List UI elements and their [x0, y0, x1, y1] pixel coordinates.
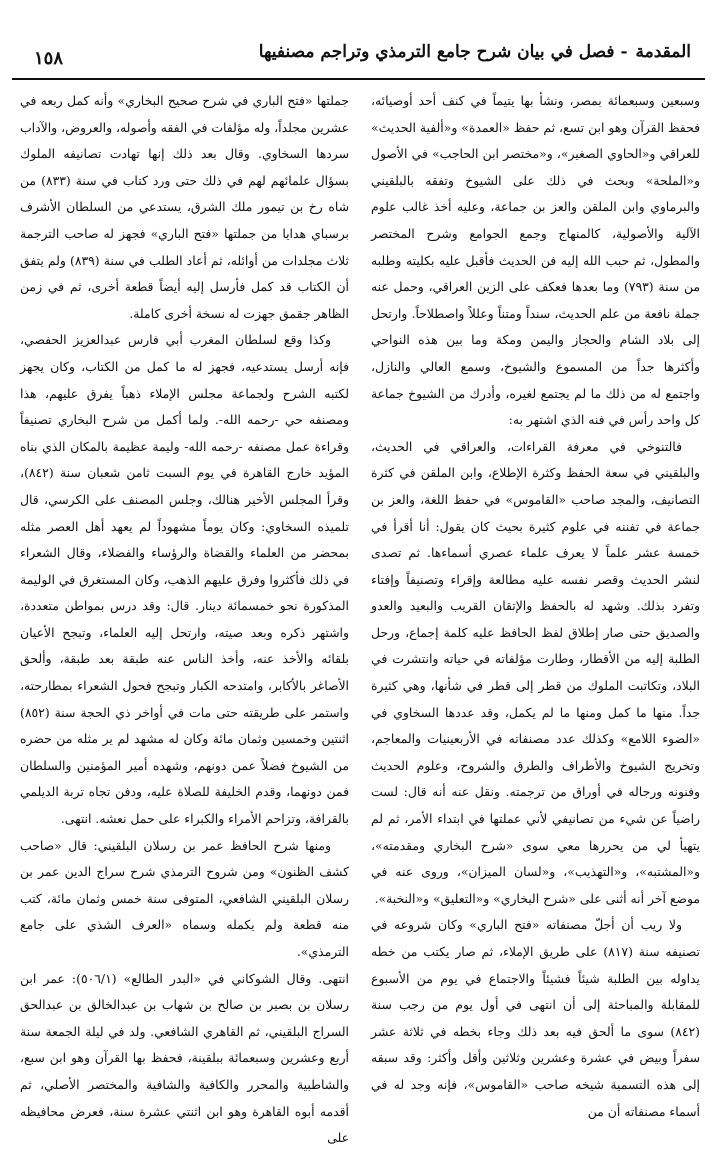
paragraph: وكذا وقع لسلطان المغرب أبي فارس عبدالعزيز الحفصي، فإنه أرسل يستدعيه، فجهز له ما كمل من الكتاب، وكان يجهز لكتبه الشرح ولجماعة مجلس الإملاء ذهباً يفرق عليهم، هذا ومصنفه حي -رحمه الله-. ولما أكمل من شرح البخاري تصنيفاً وقراءة عمل مصنفه -رحمه الله- وليمة عظيمة بالمكان الذي بناه المؤيد خارج القاهرة في يوم السبت ثامن شعبان سنة (٨٤٢)، وقرأ المجلس الأخير هنالك، وجلس المصنف على الكرسي، قال تلميذه السخاوي: وكان يوماً مشهوداً لم يعهد أهل العصر مثله بمحضر من العلماء والقضاة والرؤساء والفضلاء، وقال الشعراء في ذلك فأكثروا وفرق عليهم الذهب، وكان المستغرق في الوليمة المذكورة نحو خمسمائة دينار. قال: وقد درس بمواطن متعددة، واشتهر ذكره وبعد صيته، وارتحل إليه العلماء، وتبجح الأعيان بلقائه والأخذ عنه، وأخذ الناس عنه طبقة بعد طبقة، وألحق الأصاغر بالأكابر، وامتدحه الكبار وتبجح فحول الشعراء بمطارحته، واستمر على طريقته حتى مات في أواخر ذي الحجة سنة (٨٥٢) اثنتين وخمسين وثمان مائة وكان له مشهد لم ير مثله من حضره من الشيوخ فضلاً عمن دونهم، وشهده أمير المؤمنين والسلطان فمن دونهما، وقدم الخليفة للصلاة عليه، ودفن تجاه تربة الديلمي بالقرافة، وتزاحم الأمراء والكبراء على حمل نعشه. انتهى. [20, 332, 349, 827]
paragraph: ومنها شرح الحافظ عمر بن رسلان البلقيني: قال «صاحب كشف الظنون» ومن شروح الترمذي شرح سراج الدين عمر بن رسلان البلقيني الشافعي، المتوفى سنة خمس وثمان مائة، كتب منه قطعة ولم يكمله وسماه «العرف الشذي على جامع الترمذي». [20, 837, 349, 959]
paragraph: جملتها «فتح الباري في شرح صحيح البخاري» وأنه كمل ربعه في عشرين مجلداً، وله مؤلفات في الفقه وأصوله، والعروض، والآداب سردها السخاوي. وقال بعد ذلك إنها تهادت تصانيفه الملوك بسؤال علمائهم لهم في ذلك حتى ورد كتاب في سنة (٨٣٣) من شاه رخ بن تيمور ملك الشرق، يستدعي من السلطان الأشرف برسباي هدايا من جملتها «فتح الباري» فجهز له صاحب الترجمة ثلاث مجلدات من أوائله، ثم أعاد الطلب في سنة (٨٣٩) ولم يتفق أن الكتاب قد كمل فأرسل إليه أيضاً قطعة أخرى، ثم في زمن الظاهر جقمق جهزت له نسخة أخرى كاملة. [20, 93, 350, 321]
text-columns [20, 88, 701, 1146]
paragraph: انتهى. وقال الشوكاني في «البدر الطالع» (٥٠٦/١): عمر ابن رسلان بن بصير بن صالح بن شهاب بن عبدالخالق بن عبدالحق السراج البلقيني، ثم القاهري الشافعي. ولد في ليلة الجمعة سنة أربع وعشرين وسبعمائة ببلقينة، فحفظ بها القرآن وهو ابن سبع، والشاطبية والمحرر والكافية والشافية والمختصر الأصلي، ثم أقدمه أبوه القاهرة وهو ابن اثنتي عشرة سنة، فعرض محافيظه على [20, 970, 349, 1146]
page-title [259, 42, 691, 62]
page-number: ١٥٨ [34, 48, 64, 69]
paragraph: فالتنوخي في معرفة القراءات، والعراقي في الحديث، والبلقيني في سعة الحفظ وكثرة الإطلاع، وابن الملقن في كثرة التصانيف، والمجد صاحب «القاموس» في حفظ اللغة، والعز بن جماعة في تفننه في علوم كثيرة بحيث كان يقول: أنا أقرأ في خمسة عشر علماً لا يعرف علماء عصري أسماءها. ثم تصدى لنشر الحديث وقصر نفسه عليه مطالعة وإقراء وتصنيفاً وإفتاء وتفرد بذلك. وشهد له بالحفظ والإتقان القريب والبعيد والعدو والصديق حتى صار إطلاق لفظ الحافظ عليه كلمة إجماع، ورحل الطلبة إليه من الأقطار، وطارت مؤلفاته في حياته وانتشرت في البلاد، وتكاتبت الملوك من قطر إلى قطر في شأنها، وهي كثيرة جداً. منها ما كمل ومنها ما لم يكمل، وقد عددها السخاوي في «الضوء اللامع» وكذلك عدد مصنفاته في الأربعينيات والمعاجم، وتخريج الشيوخ والأطراف والطرق والشروح، وعلوم الحديث وفنونه ورجاله في أوراق من ترجمته. ونقل عنه أنه قال: لست راضياً عن شيء من تصانيفي لأني عملتها في ابتداء الأمر، ثم لم يتهيأ لي من يحررها معي سوى «شرح البخاري ومقدمته»، و«المشتبه»، و«التهذيب»، و«لسان الميزان»، وروى عنه في موضع آخر أنه أثنى على «شرح البخاري» و«التعليق» و«النخبة». [371, 438, 700, 906]
page-title-lead: المقدمة [635, 42, 691, 62]
page-title-text: - فصل في بيان شرح جامع الترمذي وتراجم مصنفيها [258, 42, 628, 62]
page-header [12, 38, 705, 80]
paragraph: ولا ريب أن أجلّ مصنفاته «فتح الباري» وكان شروعه في تصنيفه سنة (٨١٧) على طريق الإملاء، ثم صار يكتب من خطه يداوله بين الطلبة شيئاً فشيئاً والاجتماع في يوم من الأسبوع للمقابلة والمباحثة إلى أن انتهى في أول يوم من رجب سنة (٨٤٢) سوى ما ألحق فيه بعد ذلك وجاء بخطه في ثلاثة عشر سفراً وبيض في عشرة وعشرين وثلاثين وأقل وأكثر: وقد سبقه إلى هذه التسمية شيخه صاحب «القاموس»، فإنه وجد له في أسماء مصنفاته أن من [371, 917, 701, 1119]
paragraph: وسبعين وسبعمائة بمصر، ونشأ بها يتيماً في كنف أحد أوصيائه، فحفظ القرآن وهو ابن تسع، ثم حفظ «العمدة» و«ألفية الحديث» للعراقي و«الحاوي الصغير»، و«مختصر ابن الحاجب» في الأصول و«الملحة» وبحث في ذلك على الشيوخ وتفقه بالبلقيني والبرماوي وابن الملقن والعز بن جماعة، وعليه أخذ غالب علوم الآلية والأصولية، كالمنهاج وجمع الجوامع وشرح المختصر والمطول، ثم حبب الله إليه فن الحديث فأقبل عليه بكليته وطلبه من سنة (٧٩٣) وما بعدها فعكف على الزين العراقي، وحمل عنه جملة نافعة من علم الحديث، سنداً ومتناً وعللاً واصطلاحاً. وارتحل إلى بلاد الشام والحجاز واليمن ومكة وما بين هذه النواحي وأكثرها جداً من المسموع والشيوخ، وسمع العالي والنازل، واجتمع له من ذلك ما لم يجتمع لغيره، وأدرك من الشيوخ جماعة كل واحد رأس في فنه الذي اشتهر به: [371, 93, 701, 428]
left-column [20, 88, 350, 1146]
right-column [371, 88, 701, 1119]
